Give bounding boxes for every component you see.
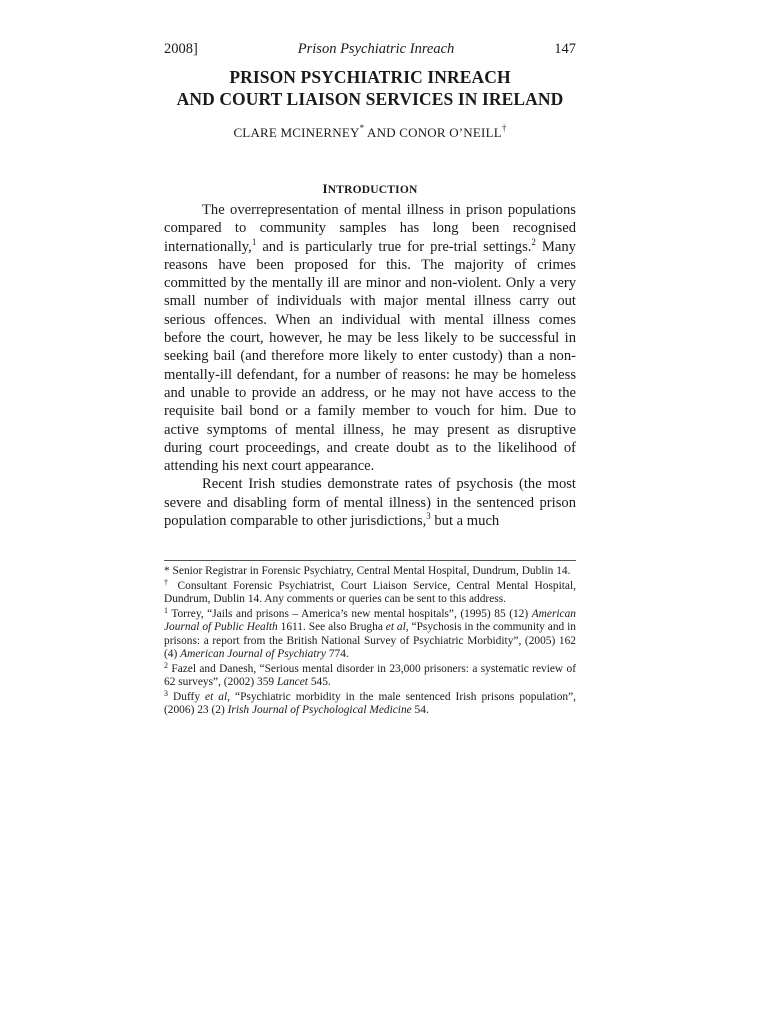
footnote-1-text-b: 1611. See also Brugha [277,621,386,634]
paragraph-2 [164,475,576,530]
footnote-star-mark: * [164,565,170,578]
footnote-3-text-b: , “Psychiatric morbidity in the male sentenced Irish prisons population”, (2006) 23 (2) [164,690,576,717]
footnote-2-journal: Lancet [276,676,308,689]
section-heading-initial: I [322,181,328,196]
author-2: CONOR O’NEILL [399,125,502,140]
footnote-1-text-d: 774. [325,648,349,661]
section-heading-rest: NTRODUCTION [327,184,418,196]
footnote-2-text-a: Fazel and Danesh, “Serious mental disorder in 23,000 prisoners: a systematic review of 62 surveys”, (2002) 359 [164,662,576,689]
footnote-3-text-c: 54. [411,704,429,717]
footnote-3-journal: Irish Journal of Psychological Medicine [227,704,412,717]
footnote-separator [164,560,576,561]
footnotes [164,565,576,718]
section-heading [164,182,576,197]
footnote-1-text-c: , “Psychosis in the community and in prisons: a report from the British National Survey of Psychiatric Morbidity”, (2005) 162 (4) [164,621,576,661]
running-title: Prison Psychiatric Inreach [297,41,455,57]
article-title [164,66,576,110]
footnote-dagger-text: Consultant Forensic Psychiatrist, Court Liaison Service, Central Mental Hospital, Dundrum, Dublin 14. Any comments or queries can be sent to this address. [164,579,576,606]
footnote-1-journal-2: American Journal of Psychiatry [180,648,326,661]
running-header [164,40,576,60]
footnote-dagger [164,577,576,607]
paragraph-1-part-2: and is particularly true for pre-trial settings. [256,238,532,255]
title-line-2: AND COURT LIAISON SERVICES IN IRELAND [176,89,564,109]
footnote-1-et-al: et al [385,621,406,634]
footnote-2-text-b: 545. [307,676,331,689]
paragraph-1-part-1: The overrepresentation of mental illness in prison populations compared to community samples has long been recognised internationally, [164,202,576,255]
footnote-1 [164,605,576,662]
footnote-3 [164,688,576,718]
paragraph-2-part-2: but a much [430,513,500,530]
footnote-3-mark: 3 [164,688,168,698]
author-connector: AND [364,125,400,140]
paragraph-2-part-1: Recent Irish studies demonstrate rates of psychosis (the most severe and disabling form of mental illness) in the sentenced prison population comparable to other jurisdictions, [164,476,576,530]
author-2-footnote-mark: † [501,123,507,133]
footnote-dagger-mark: † [164,577,172,587]
paragraph-1 [164,201,576,475]
page-number: 147 [554,41,576,57]
footnote-1-text-a: Torrey, “Jails and prisons – America’s new mental hospitals”, (1995) 85 (12) [168,607,532,620]
footnote-ref-2: 2 [531,236,536,247]
footnote-3-text-a: Duffy [168,690,206,703]
footnote-ref-1: 1 [251,236,257,247]
author-line [164,124,576,142]
footnote-1-mark: 1 [164,605,168,615]
title-line-1: PRISON PSYCHIATRIC INREACH [229,67,511,87]
author-1-footnote-mark: * [359,123,365,133]
volume-year: 2008] [164,41,198,57]
author-1: CLARE MCINERNEY [233,125,360,140]
footnote-star-text: Senior Registrar in Forensic Psychiatry, Central Mental Hospital, Dundrum, Dublin 14. [169,565,571,578]
footnote-ref-3: 3 [426,511,431,522]
footnote-1-journal-1: American Journal of Public Health [164,607,576,634]
article-page [164,40,576,719]
paragraph-1-part-3: Many reasons have been proposed for this. The majority of crimes committed by the mentally ill are minor and non-violent. Only a very small number of individuals with major mental illness carry out serious offences. When an individual with mental illness comes before the court, however, he may be less likely to be successful in seeking bail (and therefore more likely to enter custody) than a non-mentally-ill defendant, for a number of reasons: he may be homeless and unable to provide an address, or he may not have access to the requisite bail bond or a family member to vouch for him. Due to active symptoms of mental illness, he may present as disruptive during court proceedings, and create doubt as to the likelihood of attending his next court appearance. [164,238,576,475]
footnote-3-et-al: et al [205,690,228,703]
footnote-2-mark: 2 [164,660,168,670]
footnote-star [164,565,576,579]
footnote-2 [164,660,576,690]
